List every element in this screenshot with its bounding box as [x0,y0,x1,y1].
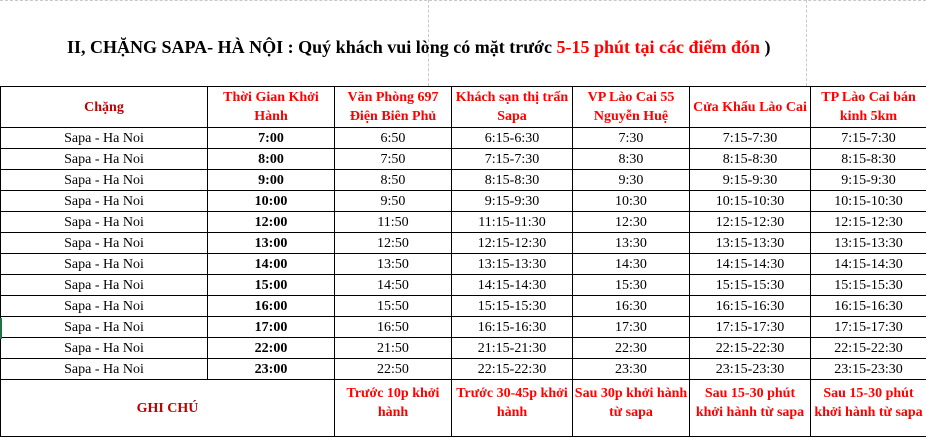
table-cell: 10:15-10:30 [690,191,811,212]
header-cell-border-gate: Cửa Khẩu Lào Cai [690,87,811,128]
table-cell: 7:15-7:30 [811,128,926,149]
table-cell: 7:30 [573,128,690,149]
row-selection-marker [0,318,2,339]
table-cell: 21:50 [335,338,452,359]
table-cell: 14:00 [208,254,335,275]
table-cell: 7:50 [335,149,452,170]
table-cell: 17:30 [573,317,690,338]
table-cell: 13:50 [335,254,452,275]
table-cell: 9:15-9:30 [811,170,926,191]
table-row [1,191,926,212]
table-cell: 14:15-14:30 [452,275,573,296]
table-cell: Sapa - Ha Noi [1,296,208,317]
table-cell: 17:15-17:30 [690,317,811,338]
table-cell: 11:50 [335,212,452,233]
table-cell: 14:30 [573,254,690,275]
title-area [0,0,926,87]
table-row [1,170,926,191]
table-cell: 22:30 [573,338,690,359]
table-cell: Sapa - Ha Noi [1,170,208,191]
note-cell: Trước 30-45p khởi hành [452,380,573,437]
table-cell: 8:15-8:30 [690,149,811,170]
table-cell: Sapa - Ha Noi [1,149,208,170]
table-cell: 16:50 [335,317,452,338]
table-cell: 7:15-7:30 [690,128,811,149]
table-row [1,212,926,233]
table-cell: Sapa - Ha Noi [1,254,208,275]
note-cell: Sau 15-30 phút khởi hành từ sapa [690,380,811,437]
table-cell: 15:15-15:30 [811,275,926,296]
table-cell: 22:50 [335,359,452,380]
header-row [1,87,926,128]
table-cell: 15:15-15:30 [452,296,573,317]
table-cell: 23:15-23:30 [690,359,811,380]
table-cell: 8:00 [208,149,335,170]
table-cell: 7:00 [208,128,335,149]
schedule-body [1,87,926,437]
schedule-table [0,86,926,437]
table-cell: Sapa - Ha Noi [1,338,208,359]
header-cell-sapa-hotel: Khách sạn thị trấn Sapa [452,87,573,128]
table-row [1,128,926,149]
table-cell: 15:30 [573,275,690,296]
table-row [1,254,926,275]
table-cell: 8:15-8:30 [811,149,926,170]
table-cell: 13:30 [573,233,690,254]
table-cell: 12:15-12:30 [690,212,811,233]
table-cell: 21:15-21:30 [452,338,573,359]
table-cell: 10:00 [208,191,335,212]
table-cell: 6:50 [335,128,452,149]
table-cell: 12:15-12:30 [811,212,926,233]
table-cell: 22:15-22:30 [811,338,926,359]
table-cell: 17:00 [208,317,335,338]
table-cell: 15:15-15:30 [690,275,811,296]
table-cell: 12:50 [335,233,452,254]
notes-label: GHI CHÚ [1,380,335,437]
table-cell: 16:15-16:30 [690,296,811,317]
table-cell: Sapa - Ha Noi [1,191,208,212]
table-row [1,338,926,359]
gridline [428,0,429,86]
table-cell: 6:15-6:30 [452,128,573,149]
table-cell: 13:15-13:30 [811,233,926,254]
table-cell: 10:15-10:30 [811,191,926,212]
table-cell: 14:50 [335,275,452,296]
gridline [806,0,807,86]
table-cell: 14:15-14:30 [690,254,811,275]
table-cell: 16:15-16:30 [452,317,573,338]
table-cell: Sapa - Ha Noi [1,128,208,149]
table-cell: 9:15-9:30 [690,170,811,191]
title-suffix: ) [759,37,771,57]
header-cell-departure: Thời Gian Khởi Hành [208,87,335,128]
table-cell: 12:30 [573,212,690,233]
table-cell: 14:15-14:30 [811,254,926,275]
table-cell: 10:30 [573,191,690,212]
table-cell: Sapa - Ha Noi [1,359,208,380]
table-cell: 15:00 [208,275,335,296]
table-cell: 16:30 [573,296,690,317]
header-cell-office-697: Văn Phòng 697 Điện Biên Phủ [335,87,452,128]
table-cell: 9:30 [573,170,690,191]
table-cell: 23:00 [208,359,335,380]
table-cell: 7:15-7:30 [452,149,573,170]
table-row [1,149,926,170]
title-highlight: 5-15 phút tại các điểm đón [556,37,760,57]
table-row [1,275,926,296]
table-cell: 22:00 [208,338,335,359]
header-cell-lao-cai-city: TP Lào Cai bán kinh 5km [811,87,926,128]
table-row [1,296,926,317]
table-cell: 8:50 [335,170,452,191]
table-cell: 17:15-17:30 [811,317,926,338]
notes-row [1,380,926,437]
table-cell: 23:15-23:30 [811,359,926,380]
table-cell: 13:00 [208,233,335,254]
table-cell: 12:00 [208,212,335,233]
table-row [1,359,926,380]
table-cell: 16:15-16:30 [811,296,926,317]
table-cell: 22:15-22:30 [452,359,573,380]
header-cell-route: Chặng [1,87,208,128]
table-cell: 23:30 [573,359,690,380]
table-cell: 13:15-13:30 [452,254,573,275]
table-cell: 15:50 [335,296,452,317]
table-cell: 12:15-12:30 [452,233,573,254]
table-cell: 9:15-9:30 [452,191,573,212]
table-cell: Sapa - Ha Noi [1,317,208,338]
table-cell: 22:15-22:30 [690,338,811,359]
table-cell: Sapa - Ha Noi [1,212,208,233]
table-row [1,233,926,254]
table-cell: 9:50 [335,191,452,212]
table-cell: Sapa - Ha Noi [1,233,208,254]
table-cell: 11:15-11:30 [452,212,573,233]
header-cell-lao-cai-office: VP Lào Cai 55 Nguyễn Huệ [573,87,690,128]
table-row [1,317,926,338]
table-cell: 8:30 [573,149,690,170]
note-cell: Trước 10p khởi hành [335,380,452,437]
table-cell: 9:00 [208,170,335,191]
title-prefix: II, CHẶNG SAPA- HÀ NỘI : Quý khách vui lòng có mặt trước [67,37,557,57]
table-cell: 16:00 [208,296,335,317]
note-cell: Sau 15-30 phút khởi hành từ sapa [811,380,926,437]
note-cell: Sau 30p khởi hành từ sapa [573,380,690,437]
table-cell: 13:15-13:30 [690,233,811,254]
table-cell: Sapa - Ha Noi [1,275,208,296]
table-cell: 8:15-8:30 [452,170,573,191]
page-title [67,37,770,57]
